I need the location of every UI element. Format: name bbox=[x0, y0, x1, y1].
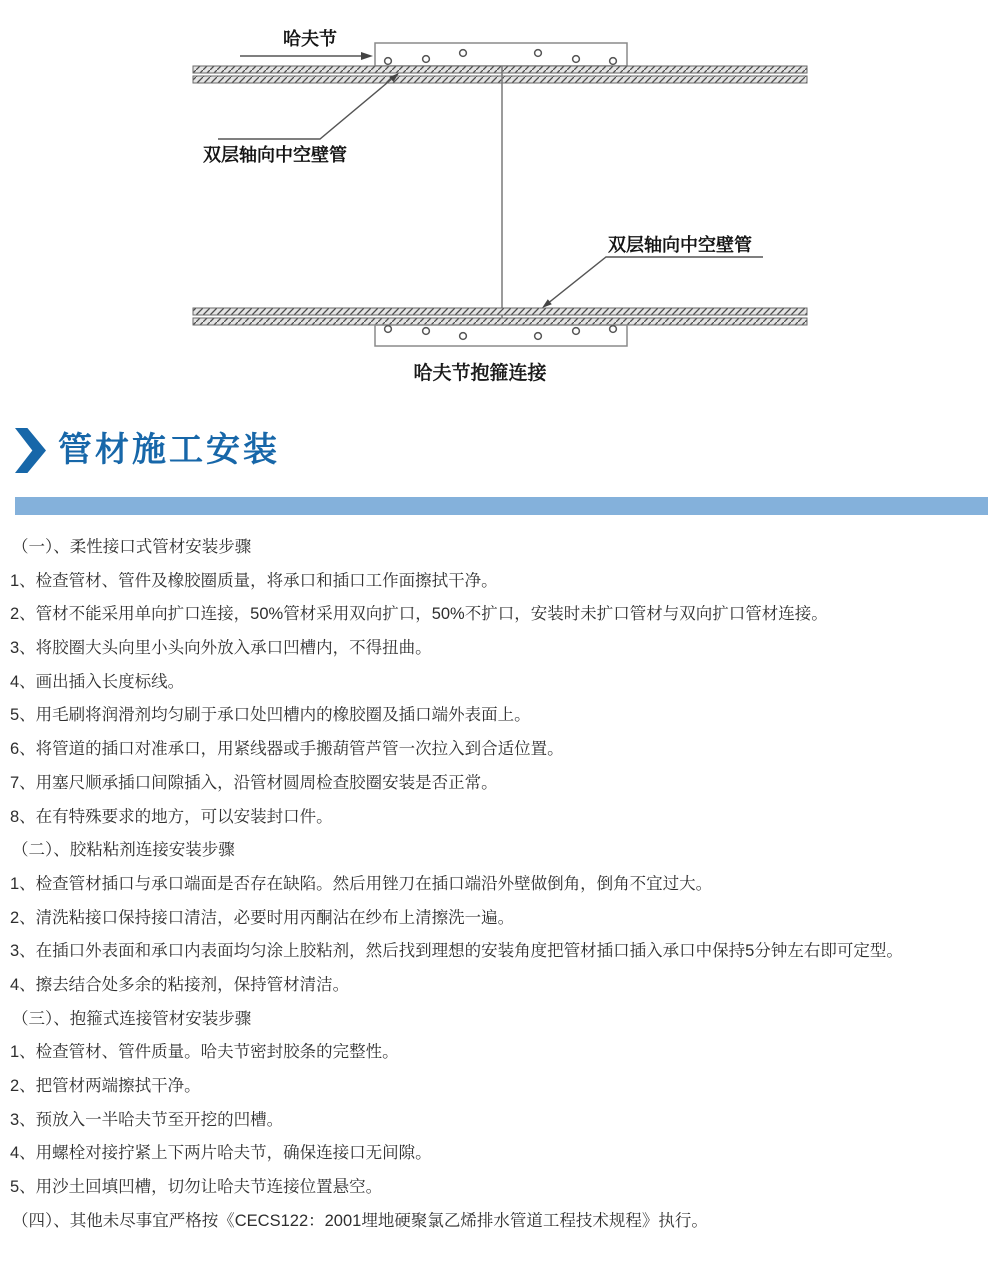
pipe-label-left: 双层轴向中空壁管 bbox=[203, 145, 347, 165]
instruction-line: 6、将管道的插口对准承口，用紧线器或手搬葫管芦管一次拉入到合适位置。 bbox=[10, 740, 564, 759]
instruction-line: 5、用毛刷将润滑剂均匀刷于承口处凹槽内的橡胶圈及插口端外表面上。 bbox=[10, 706, 531, 725]
section-title-line: （四）、其他未尽事宜严格按《CECS122：2001埋地硬聚氯乙烯排水管道工程技术规程》执行。 bbox=[12, 1211, 708, 1230]
pipe-leader-right bbox=[550, 257, 763, 302]
section-title-line: （二）、胶粘粘剂连接安装步骤 bbox=[12, 841, 235, 860]
instruction-line: 1、检查管材插口与承口端面是否存在缺陷。然后用锉刀在插口端沿外壁做倒角，倒角不宜过大。 bbox=[10, 874, 713, 893]
instruction-line: 2、清洗粘接口保持接口清洁，必要时用丙酮沾在纱布上清擦洗一遍。 bbox=[10, 908, 515, 927]
instruction-line: 3、预放入一半哈夫节至开挖的凹槽。 bbox=[10, 1110, 284, 1129]
divider-bar bbox=[15, 497, 988, 515]
pipe-label-right: 双层轴向中空壁管 bbox=[608, 235, 752, 255]
clamp-arrowhead bbox=[361, 52, 373, 60]
instructions bbox=[10, 531, 994, 1238]
clamp-top bbox=[375, 43, 627, 66]
instruction-line: 2、把管材两端擦拭干净。 bbox=[10, 1077, 201, 1095]
section-title-line: （三）、抱箍式连接管材安装步骤 bbox=[12, 1009, 252, 1028]
instruction-line: 3、将胶圈大头向里小头向外放入承口凹槽内，不得扭曲。 bbox=[10, 639, 432, 658]
instruction-line: 3、在插口外表面和承口内表面均匀涂上胶粘剂，然后找到理想的安装角度把管材插口插入承口中保持5分钟左右即可定型。 bbox=[10, 942, 903, 961]
section-title-line: （一）、柔性接口式管材安装步骤 bbox=[12, 538, 252, 556]
clamp-label: 哈夫节 bbox=[283, 29, 337, 49]
instruction-line: 5、用沙土回填凹槽，切勿让哈夫节连接位置悬空。 bbox=[10, 1178, 383, 1197]
chevron-icon bbox=[15, 428, 46, 473]
instruction-line: 8、在有特殊要求的地方，可以安装封口件。 bbox=[10, 807, 333, 826]
pipe-connection-diagram bbox=[0, 0, 1000, 400]
pipe-bottom bbox=[193, 308, 807, 325]
instruction-line: 4、画出插入长度标线。 bbox=[10, 672, 185, 691]
diagram-caption: 哈夫节抱箍连接 bbox=[413, 363, 547, 384]
clamp-bottom bbox=[375, 325, 627, 346]
page-title: 管材施工安装 bbox=[58, 431, 280, 469]
instruction-line: 4、擦去结合处多余的粘接剂，保持管材清洁。 bbox=[10, 975, 350, 994]
instruction-line: 1、检查管材、管件质量。哈夫节密封胶条的完整性。 bbox=[10, 1043, 399, 1062]
instruction-line: 1、检查管材、管件及橡胶圈质量，将承口和插口工作面擦拭干净。 bbox=[10, 571, 498, 590]
instruction-line: 2、管材不能采用单向扩口连接，50%管材采用双向扩口，50%不扩口，安装时未扩口管材与双向扩口管材连接。 bbox=[10, 605, 828, 624]
instruction-line: 7、用塞尺顺承插口间隙插入，沿管材圆周检查胶圈安装是否正常。 bbox=[10, 773, 498, 792]
pipe-top bbox=[193, 66, 807, 83]
pipe-leader-left bbox=[218, 79, 391, 139]
instruction-line: 4、用螺栓对接拧紧上下两片哈夫节，确保连接口无间隙。 bbox=[10, 1144, 432, 1163]
